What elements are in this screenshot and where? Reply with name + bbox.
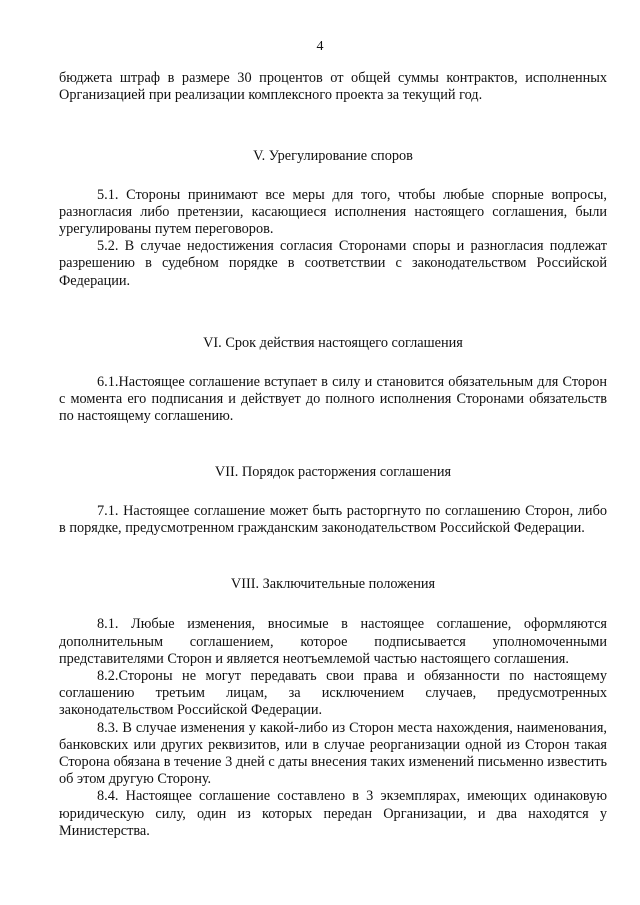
clause-8-4: 8.4. Настоящее соглашение составлено в 3 экземплярах, имеющих одинаковую юридическую силу, один из которых передан Организации, и два находятся у Министерства. (59, 788, 607, 839)
clause-8-3: 8.3. В случае изменения у какой-либо из Сторон места нахождения, наименования, банковских или других реквизитов, или в случае реорганизации одной из Сторон такая Сторона обязана в течение 3 дней с даты внесения таких изменений письменно известить об этом другую Сторону. (59, 719, 607, 788)
clause-7-1: 7.1. Настоящее соглашение может быть расторгнуто по соглашению Сторон, либо в порядке, предусмотренном гражданским законодательством Российской Федерации. (59, 502, 607, 537)
section-heading-viii: VIII. Заключительные положения (230, 576, 436, 593)
clause-5-2: 5.2. В случае недостижения согласия Сторонами споры и разногласия подлежат разрешению в судебном порядке в соответствии с законодательством Российской Федерации. (59, 238, 607, 289)
page-number: 4 (316, 39, 324, 54)
clause-8-2: 8.2.Стороны не могут передавать свои права и обязанности по настоящему соглашению третьим лицам, за исключением случаев, предусмотренных законодательством Российской Федерации. (59, 668, 607, 719)
section-heading-vii: VII. Порядок расторжения соглашения (214, 463, 452, 480)
section-heading-vi: VI. Срок действия настоящего соглашения (203, 334, 463, 351)
clause-6-1: 6.1.Настоящее соглашение вступает в силу и становится обязательным для Сторон с момента его подписания и действует до полного исполнения Сторонами обязательств по настоящему соглашению. (59, 374, 607, 425)
clause-5-1: 5.1. Стороны принимают все меры для того, чтобы любые спорные вопросы, разногласия либо претензии, касающиеся исполнения настоящего соглашения, были урегулированы путем переговоров. (59, 186, 607, 238)
section-heading-v: V. Урегулирование споров (253, 148, 413, 165)
intro-paragraph: бюджета штраф в размере 30 процентов от общей суммы контрактов, исполненных Организацией при реализации комплексного проекта за текущий год. (59, 70, 607, 104)
clause-8-1: 8.1. Любые изменения, вносимые в настоящее соглашение, оформляются дополнительным соглашением, которое подписывается уполномоченными представителями Сторон и является неотъемлемой частью настоящего соглашения. (59, 616, 607, 667)
document-body (59, 70, 607, 840)
